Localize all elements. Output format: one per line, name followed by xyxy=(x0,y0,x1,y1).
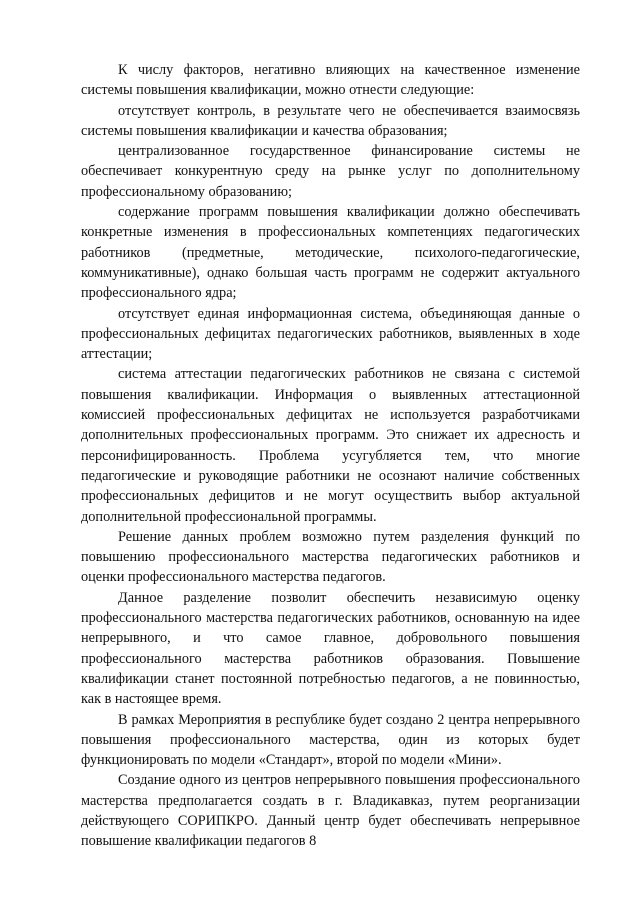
paragraph-factors-intro: К числу факторов, негативно влияющих на качественное изменение системы повышения квалификации, можно отнести следующие: xyxy=(81,62,580,99)
paragraph-attestation-system: система аттестации педагогических работников не связана с системой повышения квалификации. Информация о выявленных аттестационной комиссией профессиональных дефицитах не используется разработчиками дополнительных профессиональных программ. Это снижает их адресность и персонифицированность. Проблема усугубляется тем, что многие педагогические и руководящие работники не осознают наличие собственных профессиональных дефицитов и не могут осуществить выбор актуальной дополнительной профессиональной программы. xyxy=(81,366,580,525)
paragraph-program-content: содержание программ повышения квалификации должно обеспечивать конкретные изменения в профессиональных компетенциях педагогических работников (предметные, методические, психолого-педагогические, коммуникативные), однако большая часть программ не содержит актуального профессионального ядра; xyxy=(81,204,580,302)
paragraph-vladikavkaz-center: Создание одного из центров непрерывного повышения профессионального мастерства предполагается создать в г. Владикавказ, путем реорганизации действующего СОРИПКРО. Данный центр будет обеспечивать непрерывное повышение квалификации педагогов 8 xyxy=(81,772,580,850)
paragraph-centralized-funding: централизованное государственное финансирование системы не обеспечивает конкурентную среду на рынке услуг по дополнительному профессиональному образованию; xyxy=(81,143,580,200)
paragraph-separation: Данное разделение позволит обеспечить независимую оценку профессионального мастерства педагогических работников, основанную на идее непрерывного, и что самое главное, добровольного повышения профессионального мастерства работников образования. Повышение квалификации станет постоянной потребностью педагогов, а не повинностью, как в настоящее время. xyxy=(81,589,580,708)
paragraph-solution: Решение данных проблем возможно путем разделения функций по повышению профессионального мастерства педагогических работников и оценки профессионального мастерства педагогов. xyxy=(81,528,580,586)
paragraph-no-information-system: отсутствует единая информационная система, объединяющая данные о профессиональных дефицитах педагогических работников, выявленных в ходе аттестации; xyxy=(81,305,580,363)
paragraph-two-centers: В рамках Мероприятия в республике будет создано 2 центра непрерывного повышения профессионального мастерства, один из которых будет функционировать по модели «Стандарт», второй по модели «Мини». xyxy=(81,711,580,769)
document-body xyxy=(81,60,580,852)
paragraph-no-control: отсутствует контроль, в результате чего не обеспечивается взаимосвязь системы повышения квалификации и качества образования; xyxy=(81,102,580,139)
